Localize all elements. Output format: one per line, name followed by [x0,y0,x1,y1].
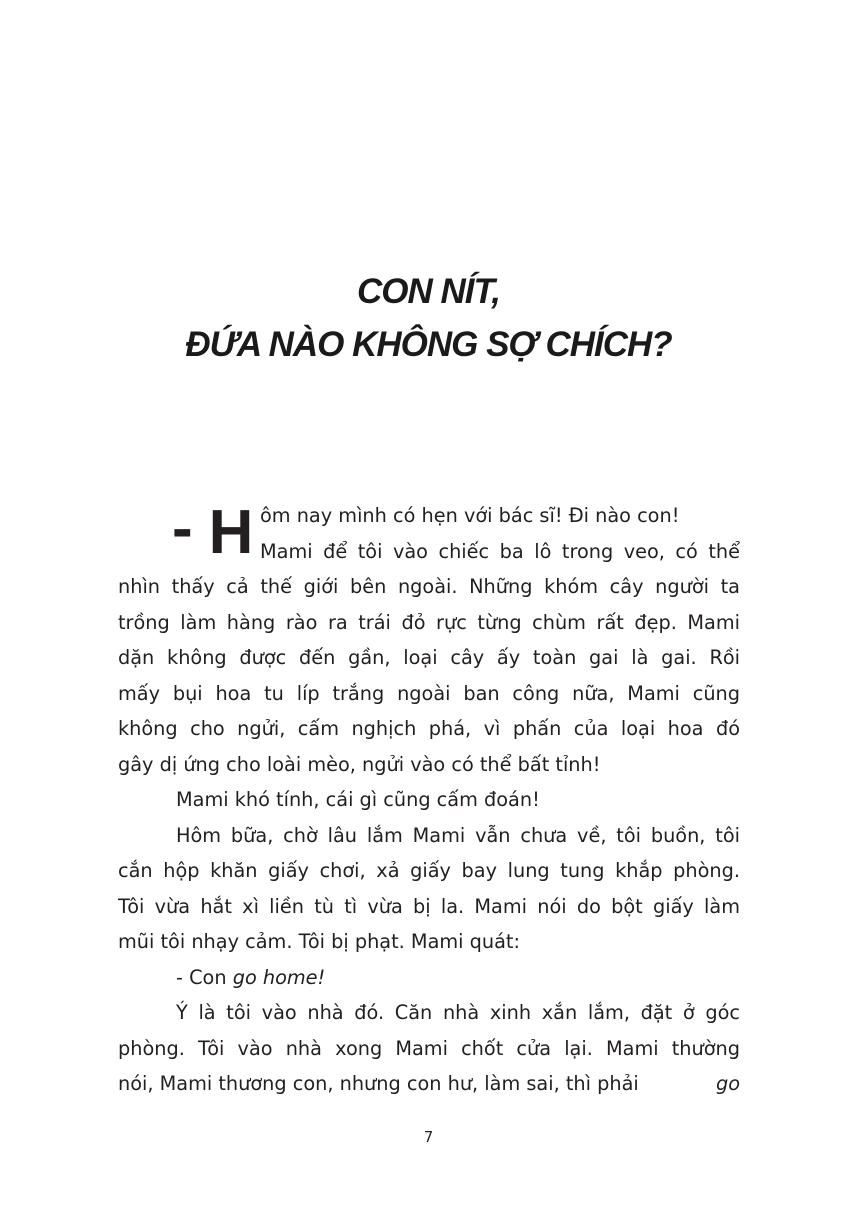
text-line: gây dị ứng cho loài mèo, ngửi vào có thể bất tỉnh! [118,753,601,776]
dialogue-italic: go home! [232,966,326,989]
text-line: phòng. Tôi vào nhà xong Mami chốt cửa lại. Mami thường [118,1037,740,1060]
text-line: không cho ngửi, cấm nghịch phá, vì phấn của loại hoa đó [118,717,740,740]
text-line: Mami khó tính, cái gì cũng cấm đoán! [176,788,540,811]
chapter-title-line-1: CON NÍT, [356,272,500,311]
text-line: dặn không được đến gần, loại cây ấy toàn gai là gai. Rồi [118,646,740,669]
drop-cap-dash: - [172,494,201,563]
chapter-title-line-2: ĐỨA NÀO KHÔNG SỢ CHÍCH? [185,325,672,364]
page-number: 7 [423,1128,434,1146]
drop-cap-letter: H [208,498,262,567]
text-line: Hôm bữa, chờ lâu lắm Mami vẫn chưa về, tôi buồn, tôi [176,824,740,847]
text-line [118,1066,740,1102]
text-line: cắn hộp khăn giấy chơi, xả giấy bay lung tung khắp phòng. [118,859,740,882]
text-segment: nói, Mami thương con, nhưng con hư, làm sai, thì phải [118,1072,639,1095]
text-line: ôm nay mình có hẹn với bác sĩ! Đi nào con! [260,504,680,527]
text-line: mấy bụi hoa tu líp trắng ngoài ban công nữa, Mami cũng [118,682,740,705]
drop-cap [172,494,262,567]
text-line: trồng làm hàng rào ra trái đỏ rực từng chùm rất đẹp. Mami [118,611,740,634]
text-line [118,960,740,996]
text-line: nhìn thấy cả thế giới bên ngoài. Những khóm cây người ta [118,575,740,598]
italic-segment: go [715,1072,740,1095]
text-line: mũi tôi nhạy cảm. Tôi bị phạt. Mami quát: [118,930,520,953]
text-line: Ý là tôi vào nhà đó. Căn nhà xinh xắn lắm, đặt ở góc [176,1001,740,1024]
dialogue-prefix: - Con [176,966,233,989]
text-line: Tôi vừa hắt xì liền tù tì vừa bị la. Mami nói do bột giấy làm [118,895,740,918]
text-line: Mami để tôi vào chiếc ba lô trong veo, có thể [260,540,740,563]
